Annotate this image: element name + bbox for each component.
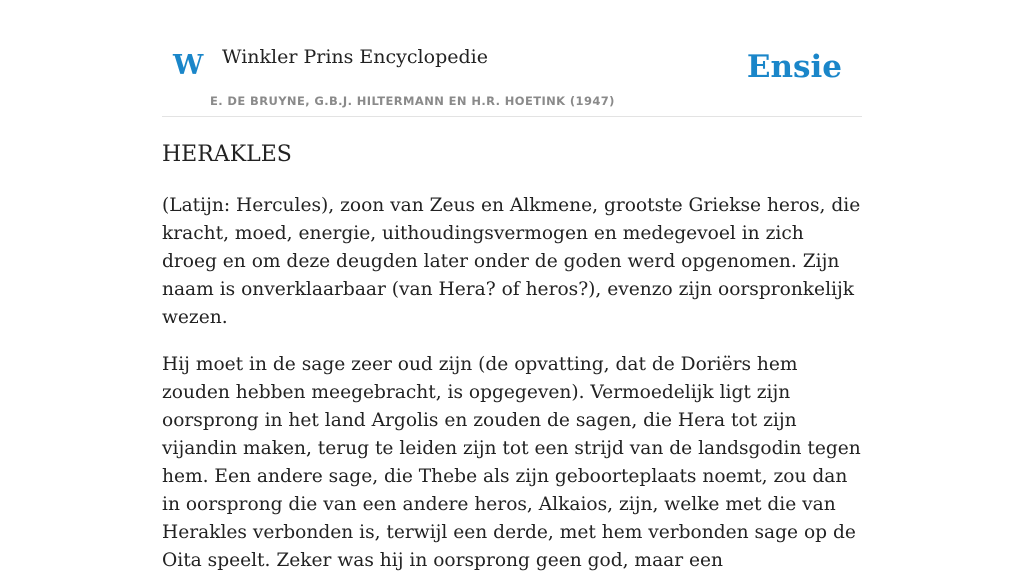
site-header	[162, 0, 862, 117]
article-paragraph-1: (Latijn: Hercules), zoon van Zeus en Alkmene, grootste Griekse heros, die kracht, moed, energie, uithoudingsvermogen en medegevoel in zich droeg en om deze deugden later onder de goden werd opgenomen. Zijn naam is onverklaarbaar (van Hera? of heros?), evenzo zijn oorspronkelijk wezen.	[162, 195, 861, 328]
article-heading: HERAKLES	[162, 142, 292, 167]
encyclopedia-authors: E. DE BRUYNE, G.B.J. HILTERMANN EN H.R. HOETINK (1947)	[210, 94, 615, 108]
winkler-prins-logo[interactable]: W	[173, 50, 204, 81]
ensie-logo[interactable]: Ensie	[746, 49, 842, 85]
article-paragraph-2: Hij moet in de sage zeer oud zijn (de opvatting, dat de Doriërs hem zouden hebben meegebracht, is opgegeven). Vermoedelijk ligt zijn oorsprong in het land Argolis en zouden de sagen, die Hera tot zijn vijandin maken, terug te leiden zijn tot een strijd van de landsgodin tegen hem. Een andere sage, die Thebe als zijn geboorteplaats noemt, zou dan in oorsprong die van een andere heros, Alkaios, zijn, welke met die van Herakles verbonden is, terwijl een derde, met hem verbonden sage op de Oita speelt. Zeker was hij in oorsprong geen god, maar een	[162, 354, 861, 571]
article	[162, 139, 862, 575]
encyclopedia-title[interactable]: Winkler Prins Encyclopedie	[222, 46, 488, 68]
